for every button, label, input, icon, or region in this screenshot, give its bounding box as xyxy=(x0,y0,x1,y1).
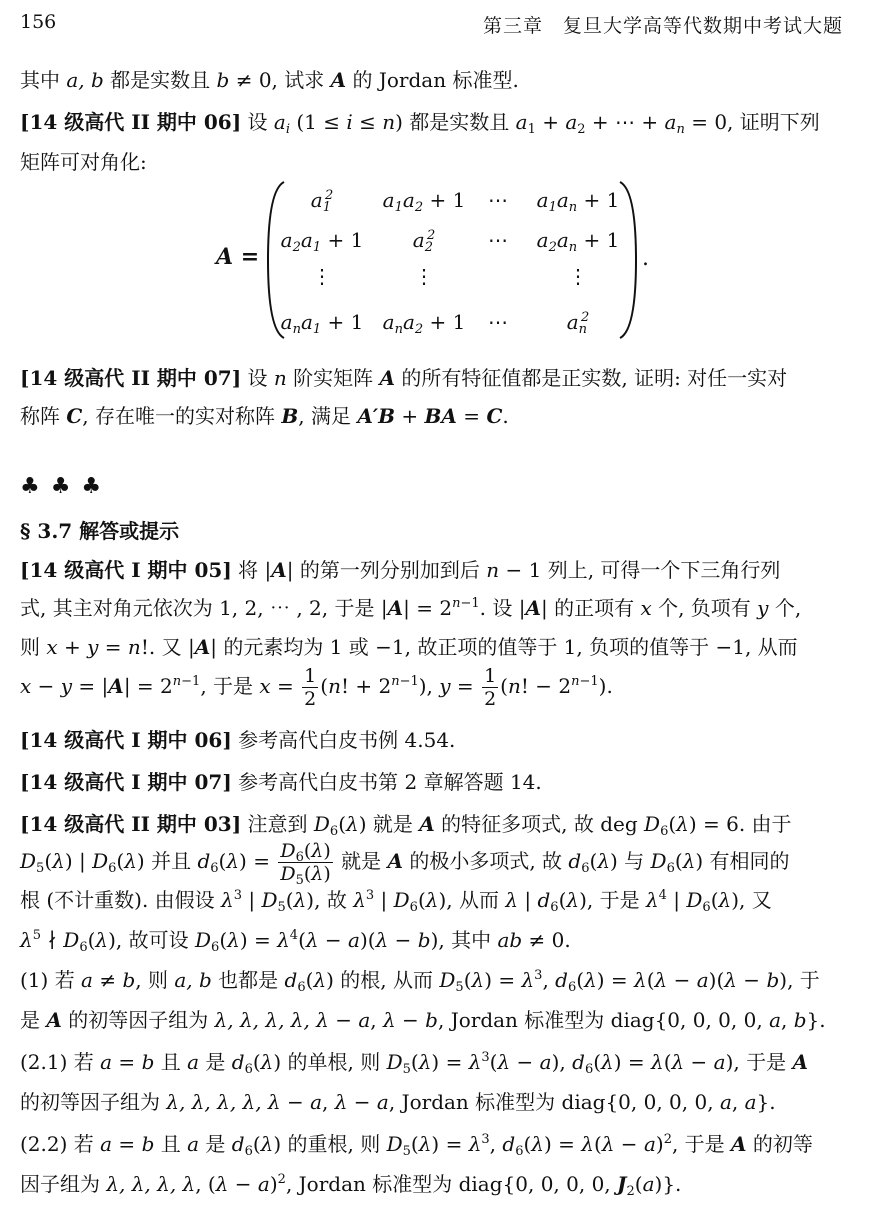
matrix-label: A = xyxy=(216,244,260,270)
case-2-2-line1: (2.2) 若 a = b 且 a 是 $d_6(\lambda)$ 的重根, 则 $D_5(\lambda) = \lambda^3$, $d_6(\lambda) = \lambda(\lambda - a)^2$, 于是 A 的初等 xyxy=(20,1132,813,1159)
matrix-period: . xyxy=(642,246,649,271)
case-1-line1: (1) 若 a ≠ b, 则 a, b 也都是 $d_6(\lambda)$ 的根, 从而 $D_5(\lambda) = \lambda^3$, $d_6(\lambda) = \lambda(\lambda - a)(\lambda - b)$, 于 xyxy=(20,968,820,995)
page-number: 156 xyxy=(20,11,57,33)
matrix-cell: $a_2^2$ xyxy=(412,228,436,255)
answer-05-line4: $x - y = |A| = 2^{n-1}$, 于是 x = $\frac{1}{2}$ (n! + $2^{n-1}$), y = $\frac{1}{2}$ (n! − $2^{n-1}$). xyxy=(20,665,613,710)
matrix-cell: $a_1a_n + 1$ xyxy=(536,188,620,215)
case-2-2-line2: 因子组为 λ, λ, λ, λ, $(\lambda - a)^2$, Jordan 标准型为 diag{0, 0, 0, 0, $J_2(a)$}. xyxy=(20,1172,682,1199)
matrix-cell: ⋮ xyxy=(414,264,434,288)
problem-intro-line: 其中 a, b 都是实数且 b ≠ 0, 试求 A 的 Jordan 标准型. xyxy=(20,68,519,92)
problem-07-tag: [14 级高代 II 期中 07] xyxy=(20,366,242,390)
section-title: § 3.7 解答或提示 xyxy=(20,519,180,543)
problem-06-line2: 矩阵可对角化: xyxy=(20,150,147,174)
case-2-1-line2: 的初等因子组为 λ, λ, λ, λ, λ − a, λ − a, Jordan 标准型为 diag{0, 0, 0, 0, a, a}. xyxy=(20,1090,776,1114)
case-2-1-line1: (2.1) 若 a = b 且 a 是 $d_6(\lambda)$ 的单根, 则 $D_5(\lambda) = \lambda^3(\lambda - a)$, $d_6(\lambda) = \lambda(\lambda - a)$, 于是 A xyxy=(20,1050,809,1077)
matrix-cell: ⋮ xyxy=(568,264,588,288)
matrix-cell: $a_2a_1 + 1$ xyxy=(280,228,364,255)
problem-06-tag: [14 级高代 II 期中 06] xyxy=(20,110,242,134)
problem-06-line1: [14 级高代 II 期中 06] 设 $a_i$ (1 ≤ i ≤ n) 都是实数且 $a_1 + a_2$ + ⋯ + $a_n = 0$, 证明下列 xyxy=(20,110,820,137)
answer-05-tag: [14 级高代 I 期中 05] xyxy=(20,558,232,582)
problem-07-line2: 称阵 C, 存在唯一的实对称阵 B, 满足 A′B + BA = C. xyxy=(20,404,509,428)
answer-05-line3: 则 x + y = n!. 又 |A| 的元素均为 1 或 −1, 故正项的值等于 1, 负项的值等于 −1, 从而 xyxy=(20,635,798,659)
answer-03-line1: [14 级高代 II 期中 03] 注意到 $D_6(\lambda)$ 就是 A 的特征多项式, 故 deg $D_6(\lambda) = 6$. 由于 xyxy=(20,812,792,839)
answer-03-line2: $D_5(\lambda)$ | $D_6(\lambda)$ 并且 $d_6(\lambda)$ = $\frac{D_6(\lambda)}{D_5(\lambda)}$ 就是 A 的极小多项式, 故 $d_6(\lambda)$ 与 $D_6(\lambda)$ 有相同的 xyxy=(20,840,790,888)
answer-03-line4: $\lambda^5$ ∤ $D_6(\lambda)$, 故可设 $D_6(\lambda) = \lambda^4(\lambda - a)(\lambda - b)$, 其中 ab ≠ 0. xyxy=(20,928,571,955)
answer-03-tag: [14 级高代 II 期中 03] xyxy=(20,812,242,836)
matrix-cell: $a_1a_2 + 1$ xyxy=(382,188,466,215)
case-1-line2: 是 A 的初等因子组为 λ, λ, λ, λ, λ − a, λ − b, Jordan 标准型为 diag{0, 0, 0, 0, a, b}. xyxy=(20,1008,826,1032)
answer-06-tag: [14 级高代 I 期中 06] xyxy=(20,728,232,752)
matrix-display xyxy=(212,180,662,342)
matrix-cell: ⋯ xyxy=(488,310,508,334)
answer-03-line3: 根 (不计重数). 由假设 $\lambda^3$ | $D_5(\lambda)$, 故 $\lambda^3$ | $D_6(\lambda)$, 从而 λ | $d_6(\lambda)$, 于是 $\lambda^4$ | $D_6(\lambda)$, 又 xyxy=(20,888,772,915)
chapter-title: 第三章 复旦大学高等代数期中考试大题 xyxy=(482,15,843,37)
answer-05-line2: 式, 其主对角元依次为 1, 2, ⋯ , 2, 于是 $|A| = 2^{n-1}$. 设 |A| 的正项有 x 个, 负项有 y 个, xyxy=(20,596,802,620)
matrix-cell: $a_n^2$ xyxy=(566,310,590,337)
matrix-cell: $a_1^2$ xyxy=(310,188,334,215)
matrix-cell: $a_na_2 + 1$ xyxy=(382,310,466,337)
answer-05-line1: [14 级高代 I 期中 05] 将 |A| 的第一列分别加到后 n − 1 列上, 可得一个下三角行列 xyxy=(20,558,781,582)
matrix-cell: $a_na_1 + 1$ xyxy=(280,310,364,337)
answer-07-tag: [14 级高代 I 期中 07] xyxy=(20,770,232,794)
answer-06-line: [14 级高代 I 期中 06] 参考高代白皮书例 4.54. xyxy=(20,728,456,752)
matrix-cell: ⋯ xyxy=(488,188,508,212)
answer-07-line: [14 级高代 I 期中 07] 参考高代白皮书第 2 章解答题 14. xyxy=(20,770,542,794)
section-divider-clubs: ♣ ♣ ♣ xyxy=(20,474,104,499)
matrix-cell: ⋮ xyxy=(312,264,332,288)
matrix-cell: ⋯ xyxy=(488,228,508,252)
matrix-cell: $a_2a_n + 1$ xyxy=(536,228,620,255)
page-header xyxy=(20,8,843,38)
problem-07-line1: [14 级高代 II 期中 07] 设 n 阶实矩阵 A 的所有特征值都是正实数, 证明: 对任一实对 xyxy=(20,366,788,390)
